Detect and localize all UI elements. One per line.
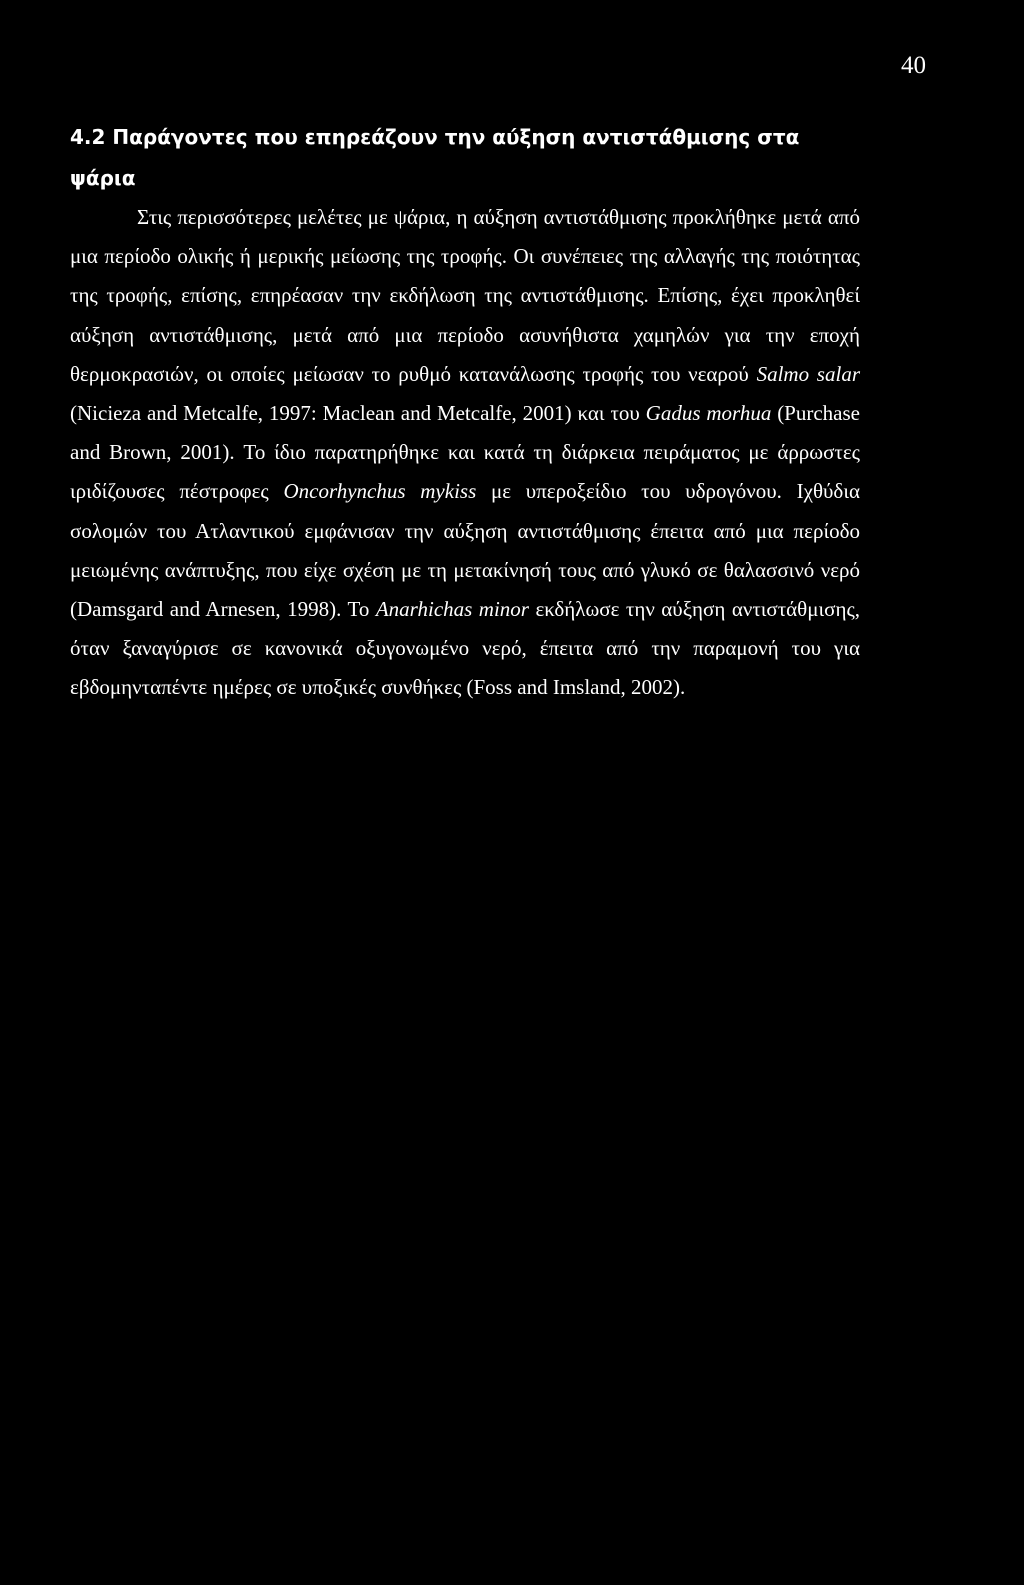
text-segment: με υπεροξείδιο του υδρογόνου. Ιχθύδια σολομών του Ατλαντικού εμφάνισαν την αύξηση αντιστάθμισης έπειτα από μια περίοδο μειωμένης ανάπτυξης, που είχε σχέση με τη μετακίνησή τους από γλυκό σε θαλασσινό νερό (Damsgard and Arnesen, 1998). Το bbox=[70, 479, 860, 622]
page-number: 40 bbox=[901, 52, 926, 79]
text-segment: (Purchase and Brown, 2001). Το ίδιο παρατηρήθηκε και κατά τη διάρκεια πειράματος με άρρωστες ιριδίζουσες πέστροφες bbox=[70, 401, 860, 504]
text-segment: (Nicieza and Metcalfe, 1997: Maclean and Metcalfe, 2001) και του bbox=[70, 401, 646, 426]
section-heading: 4.2 Παράγοντες που επηρεάζουν την αύξηση αντιστάθμισης στα ψάρια bbox=[70, 125, 800, 190]
text-segment: εκδήλωσε την αύξηση αντιστάθμισης, όταν ξαναγύρισε σε κανονικά οξυγονωμένο νερό, έπειτα από την παραμονή του για εβδομηνταπέντε ημέρες σε υποξικές συνθήκες (Foss and Imsland, 2002). bbox=[70, 597, 861, 700]
species-name: Gadus morhua bbox=[645, 401, 772, 426]
species-name: Anarhichas minor bbox=[375, 597, 529, 622]
text-segment: Στις περισσότερες μελέτες με ψάρια, η αύξηση αντιστάθμισης προκλήθηκε μετά από μια περίοδο ολικής ή μερικής μείωσης της τροφής. Οι συνέπειες της αλλαγής της ποιότητας της τροφής, επίσης, επηρέασαν την εκδήλωση της αντιστάθμισης. Επίσης, έχει προκληθεί αύξηση αντιστάθμισης, μετά από μια περίοδο ασυνήθιστα χαμηλών για την εποχή θερμοκρασιών, οι οποίες μείωσαν το ρυθμό κατανάλωσης τροφής του νεαρού bbox=[70, 205, 860, 386]
body-paragraph bbox=[70, 198, 860, 708]
species-name: Oncorhynchus mykiss bbox=[283, 479, 477, 504]
species-name: Salmo salar bbox=[756, 361, 860, 386]
